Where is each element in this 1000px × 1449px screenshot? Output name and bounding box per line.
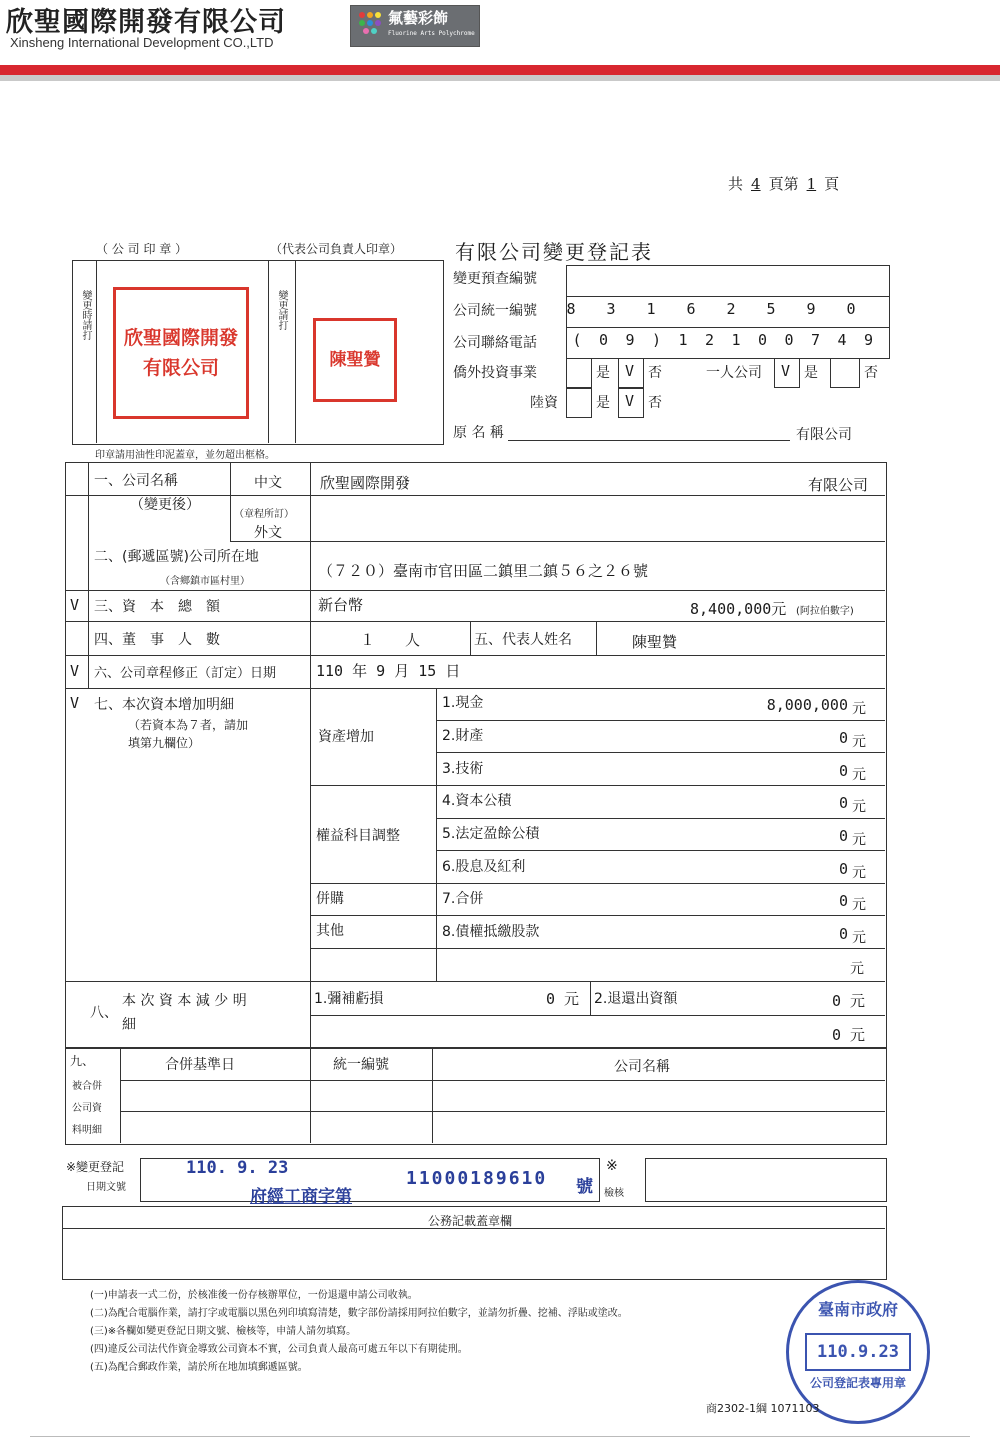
reg-date-value: 110. 9. 23 (186, 1158, 289, 1178)
reduce-1-value: 0 元 (546, 990, 580, 1008)
merge-uno-col: 統一編號 (333, 1057, 389, 1073)
increase-item-unit: 元 (852, 930, 866, 946)
unified-no-digit: 6 (686, 300, 696, 318)
merge-name-col: 公司名稱 (614, 1059, 670, 1075)
directors: １ 人 (360, 631, 421, 649)
form-title: 有限公司變更登記表 (455, 240, 653, 264)
seal-side-note-2: 變更請打 (276, 290, 287, 330)
mainland-yes-box (566, 388, 592, 418)
increase-total-unit: 元 (850, 961, 864, 977)
unified-no-digit: 9 (806, 300, 816, 318)
one-person-yes: 是 (804, 365, 818, 381)
mainland-yes: 是 (596, 395, 610, 411)
increase-item-label: 3.技術 (442, 761, 484, 777)
reg-date-sub: 日期文號 (86, 1182, 126, 1193)
mainland-no-check: V (625, 392, 635, 410)
increase-item-label: 1.現金 (442, 695, 484, 711)
check-label: ※ (606, 1158, 618, 1174)
address: （７２０）臺南市官田區二鎮里二鎮５６之２６號 (318, 562, 649, 580)
row3-check: V (70, 596, 80, 614)
row9-sub-2: 公司資 (72, 1103, 102, 1114)
merger-label: 併購 (316, 891, 344, 907)
reg-date-label: ※變更登記 (66, 1160, 125, 1174)
check-sub: 檢核 (604, 1188, 624, 1199)
phone-digit: 0 (598, 331, 609, 349)
row4-label: 四、董 事 人 數 (94, 632, 220, 648)
increase-item-label: 6.股息及紅利 (442, 859, 526, 875)
row1-label: 一、公司名稱 (94, 473, 178, 489)
seal-note: 印章請用油性印泥蓋章，並勿超出框格。 (95, 450, 275, 461)
phone-digit: 9 (863, 331, 874, 349)
gov-stamp-date: 110.9.23 (805, 1333, 911, 1371)
row8-label: 八、 (90, 1005, 118, 1021)
row3-label: 三、資 本 總 額 (94, 599, 220, 615)
company-seal-stamp: 欣聖國際開發有限公司 (113, 287, 249, 419)
increase-item-unit: 元 (852, 799, 866, 815)
phone-digit: 0 (757, 331, 768, 349)
increase-item-value: 8,000,000 (766, 696, 848, 714)
phone-digit: 1 (678, 331, 688, 349)
footnote: (三)※各欄如變更登記日期文號、檢核等，申請人請勿填寫。 (90, 1326, 357, 1337)
phone-digit: 4 (837, 331, 847, 349)
increase-item-unit: 元 (852, 767, 866, 783)
increase-item-value: 0 (838, 762, 848, 780)
orig-name-suffix: 有限公司 (796, 427, 852, 443)
overseas-label: 僑外投資事業 (453, 365, 537, 381)
logo-subtext: Fluorine Arts Polychrome (388, 30, 475, 37)
overseas-no-check: V (625, 362, 635, 380)
row1-sub: （變更後） (130, 497, 200, 513)
row7-sub1: （若資本為７者，請加 (128, 718, 249, 732)
unified-no-digit: 2 (726, 300, 736, 318)
reg-doc-prefix: 府經工商字第 (250, 1187, 352, 1207)
company-name-suffix: 有限公司 (808, 476, 869, 494)
overseas-yes: 是 (596, 365, 610, 381)
unified-no-digit: 0 (846, 300, 856, 318)
row9-sub-3: 料明細 (72, 1125, 102, 1136)
phone-label: 公司聯絡電話 (453, 335, 537, 351)
one-person-no: 否 (864, 365, 878, 381)
merge-date-col: 合併基準日 (165, 1057, 235, 1073)
increase-item-value: 0 (838, 925, 848, 943)
orig-name-label: 原 名 稱 (453, 425, 504, 441)
row2-sub: （含鄉鎮市區村里） (160, 576, 250, 587)
increase-item-label: 8.債權抵繳股款 (442, 924, 540, 940)
seal-side-note-1: 變更時請打 (80, 290, 91, 340)
increase-item-label: 5.法定盈餘公積 (442, 826, 540, 842)
reg-doc-no: 11000189610 (406, 1168, 548, 1189)
reduce-2-value: 0 元 (832, 992, 866, 1010)
reduce-total: 0 元 (832, 1026, 866, 1044)
row7-label: 七、本次資本增加明細 (94, 697, 234, 713)
row9-sub-1: 被合併 (72, 1081, 102, 1092)
unified-no-digit: 1 (646, 300, 656, 318)
footnote: (四)違反公司法代作資金導致公司資本不實，公司負責人最高可處五年以下有期徒刑。 (90, 1344, 468, 1355)
increase-item-label: 7.合併 (442, 891, 484, 907)
phone-digit: 2 (704, 331, 715, 349)
amend-date: 110 年 9 月 15 日 (316, 662, 461, 680)
increase-item-unit: 元 (852, 734, 866, 750)
logo-icon (356, 9, 384, 37)
mainland-no: 否 (648, 395, 662, 411)
increase-item-label: 4.資本公積 (442, 793, 512, 809)
row6-label: 六、公司章程修正（訂定）日期 (94, 666, 277, 681)
official-stamp-label: 公務記載蓋章欄 (428, 1214, 513, 1228)
phone-digit: 9 (625, 331, 635, 349)
logo-text: 氟藝彩飾 (388, 9, 449, 27)
capital-note: (阿拉伯數字) (796, 606, 854, 617)
overseas-yes-box (566, 358, 592, 388)
rep-seal-label: （代表公司負責人印章） (270, 242, 403, 256)
phone-digit: 1 (731, 331, 741, 349)
phone-digit: 0 (784, 331, 794, 349)
chinese-label: 中文 (254, 475, 282, 491)
row6-check: V (70, 662, 80, 680)
increase-item-unit: 元 (852, 897, 866, 913)
gov-stamp-bottom: 公司登記表專用章 (809, 1376, 906, 1390)
increase-item-value: 0 (838, 860, 848, 878)
other-label: 其他 (316, 923, 344, 939)
increase-item-value: 0 (838, 729, 848, 747)
footnote: (一)申請表一式二份，於核准後一份存核辦單位，一份退還申請公司收執。 (90, 1290, 418, 1301)
english-label-note: （章程所訂） (234, 509, 294, 520)
currency: 新台幣 (318, 596, 364, 614)
rep-seal-stamp: 陳聖贊 (313, 318, 397, 402)
row7-sub2: 填第九欄位） (128, 736, 201, 750)
unified-no-digit: 3 (606, 300, 616, 318)
equity-adjust: 權益科目調整 (316, 828, 400, 844)
footnote: (五)為配合郵政作業，請於所在地加填郵遞區號。 (90, 1362, 308, 1373)
increase-item-unit: 元 (852, 832, 866, 848)
prereview-field (566, 265, 890, 297)
unified-no-digit: 8 (566, 300, 576, 318)
row5-label: 五、代表人姓名 (474, 632, 572, 648)
header-company-english: Xinsheng International Development CO.,LTD (10, 35, 274, 50)
company-seal-label: （ 公 司 印 章 ） (96, 242, 188, 256)
company-name-cn: 欣聖國際開發 (320, 474, 411, 492)
unified-no-label: 公司統一編號 (453, 303, 537, 319)
capital: 8,400,000元 (690, 600, 787, 618)
header-red-bar (0, 65, 1000, 75)
phone-digit: ( (572, 331, 582, 349)
row8-text2: 細 (122, 1017, 136, 1033)
prereview-label: 變更預查編號 (453, 271, 537, 287)
form-code: 商2302-1綱 1071103 (706, 1402, 820, 1415)
phone-digit: 7 (810, 331, 821, 349)
unified-no-digit: 5 (766, 300, 776, 318)
gov-stamp-top: 臺南市政府 (817, 1300, 898, 1319)
increase-item-unit: 元 (852, 701, 866, 717)
row7-check: V (70, 694, 80, 712)
header-gray-bar (0, 75, 1000, 81)
increase-item-value: 0 (838, 827, 848, 845)
one-person-label: 一人公司 (706, 365, 762, 381)
increase-item-label: 2.財產 (442, 728, 484, 744)
footnote: (二)為配合電腦作業，請打字或電腦以黑色列印填寫清楚，數字部份請採用阿拉伯數字，並請勿折疊、挖補、浮貼或塗改。 (90, 1308, 628, 1319)
header-company-name: 欣聖國際開發有限公司 (6, 7, 286, 38)
increase-item-value: 0 (838, 892, 848, 910)
reduce-2-label: 2.退還出資額 (594, 991, 678, 1007)
increase-item-unit: 元 (852, 865, 866, 881)
overseas-no: 否 (648, 365, 662, 381)
reduce-1-label: 1.彌補虧損 (314, 991, 384, 1007)
page-indicator: 共 4 頁第 1 頁 (728, 175, 840, 193)
phone-digit: ) (651, 331, 662, 349)
asset-increase: 資產增加 (318, 729, 374, 745)
english-label: 外文 (254, 525, 282, 541)
rep-name: 陳聖贊 (632, 633, 678, 651)
one-person-yes-check: V (781, 362, 791, 380)
reg-doc-suffix: 號 (576, 1177, 593, 1197)
mainland-label: 陸資 (530, 395, 558, 411)
row8-text1: 本 次 資 本 減 少 明 (122, 993, 247, 1009)
one-person-no-box (830, 358, 860, 388)
row9-label: 九、 (70, 1054, 95, 1068)
increase-item-value: 0 (838, 794, 848, 812)
row2-label: 二、(郵遞區號)公司所在地 (94, 549, 259, 565)
check-box (645, 1158, 887, 1202)
